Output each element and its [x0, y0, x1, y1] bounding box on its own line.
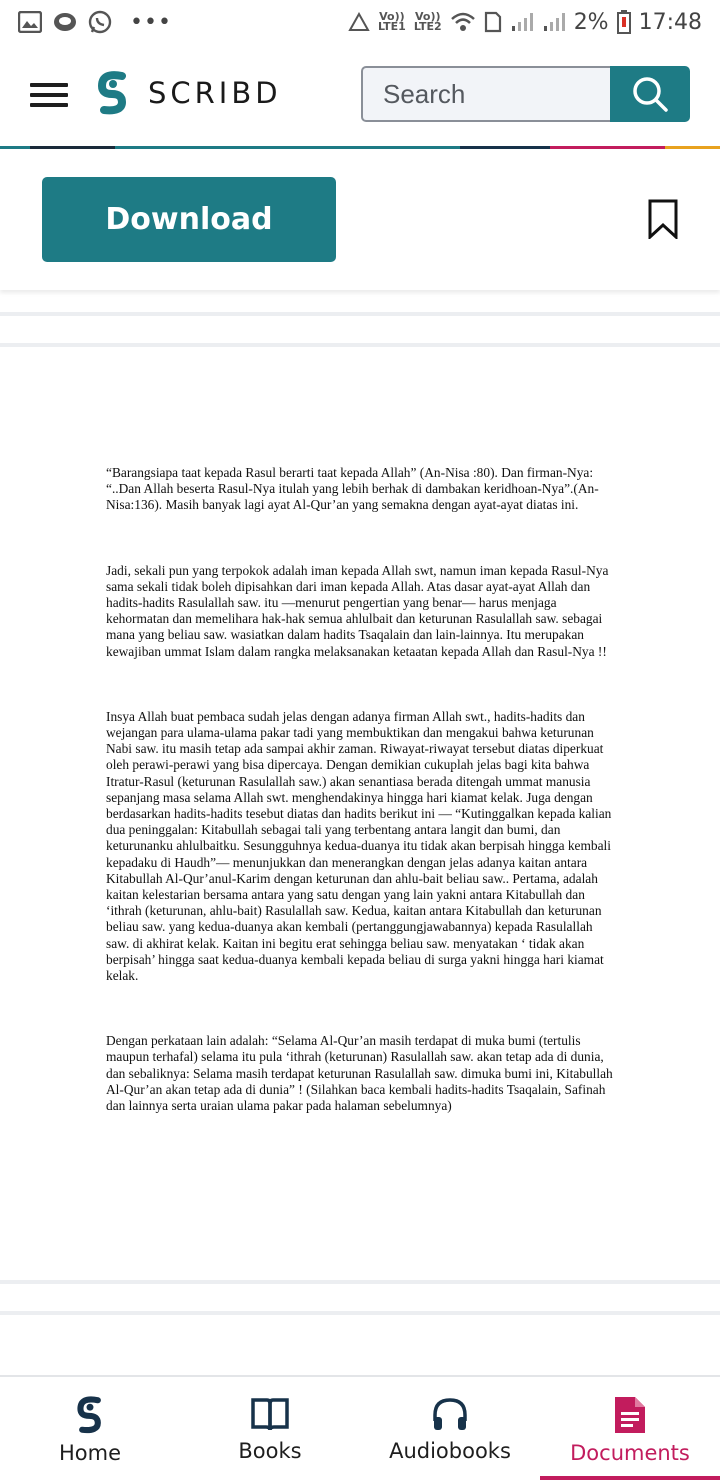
document-paragraph: “Barangsiapa taat kepada Rasul berarti taat kepada Allah” (An-Nisa :80). Dan firman-Nya: “..Dan Allah beserta Rasul-Nya itulah yang lebih berhak di dambakan keridhoan-Nya”.(An-Nisa:136). Masih banyak lagi ayat Al-Qur’an yang semakna dengan ayat-ayat diatas ini. — [106, 465, 599, 513]
signal-1-icon — [510, 11, 534, 33]
nav-audiobooks[interactable] — [360, 1377, 540, 1480]
more-notifications-icon: ••• — [130, 9, 172, 35]
search-button[interactable] — [610, 66, 690, 122]
document-page — [106, 465, 618, 1163]
document-paragraph: Dengan perkataan lain adalah: “Selama Al-Qur’an masih terdapat di muka bumi (tertulis maupun terhafal) selama itu pula ‘ithrah (keturunan) Rasulallah saw. akan tetap ada di dunia, dan sebaliknya: Selama masih terdapat keturunan Rasulallah saw. dimuka bumi ini, Kitabullah Al-Qur’an akan tetap ada di dunia” ! (Silahkan baca kembali hadits-hadits Tsaqalain, Safinah dan lainnya serta uraian ulama pakar pada halaman sebelumnya) — [106, 1033, 613, 1114]
signal-2-icon — [542, 11, 566, 33]
document-action-bar — [0, 149, 720, 290]
data-saver-icon — [348, 12, 370, 32]
wifi-icon — [450, 11, 476, 33]
bookmark-icon[interactable] — [648, 199, 678, 239]
document-paragraph: Jadi, sekali pun yang terpokok adalah iman kepada Allah swt, namun iman kepada Rasul-Nya sama sekali tidak boleh dipisahkan dari iman kepada Allah. Atas dasar ayat-ayat Allah dan hadits-hadits Rasulallah saw. itu —menurut pengertian yang benar— harus menjaga kehormatan dan memelihara hak-hak semua ahlulbait dan keturunan Rasulallah saw. sebagai mana yang beliau saw. wasiatkan dalam hadits Tsaqalain dan lain-lainnya. Itu merupakan kewajiban ummat Islam dalam rangka melaksanakan ketaatan kepada Allah dan Rasul-Nya !! — [106, 562, 609, 659]
app-header — [0, 44, 720, 147]
nav-audiobooks-label: Audiobooks — [389, 1439, 511, 1463]
volte-indicator-2: Vo)) LTE2 — [413, 10, 442, 33]
download-button[interactable]: Download — [42, 177, 336, 262]
status-bar — [0, 0, 720, 44]
bottom-navigation — [0, 1375, 720, 1480]
page-divider — [0, 312, 720, 316]
document-paragraph: Insya Allah buat pembaca sudah jelas dengan adanya firman Allah swt., hadits-hadits dan wejangan para ulama-ulama pakar tadi yang membuktikan dan mengakui bahwa keturunan Nabi saw. itu masih tetap ada sampai akhir zaman. Riwayat-riwayat tersebut diatas diperkuat oleh perawi-perawi yang bisa dipercaya. Dengan demikian cukuplah jelas bagi kita bahwa Itratur-Rasul (keturunan Rasulallah saw.) akan senantiasa berada ditengah ummat manusia sepanjang masa selama Allah swt. menghendakinya hingga hari kiamat kelak. Juga dengan berdasarkan hadits-hadits tesebut diatas dan hadits berikut ini — “Kutinggalkan kepada kalian dua peninggalan: Kitabullah sebagai tali yang terbentang antara langit dan bumi, dan keturunanku ahlulbaitku. Sesungguhnya kedua-duanya itu tidak akan berpisah hingga kembali kepadaku di Haudh”— menunjukkan dan menerangkan dengan jelas adanya kaitan antara Kitabullah Al-Qur’anul-Karim dengan keturunan dan ahlu-bait beliau saw.. Pertama, adalah kaitan kelestarian bersama antara yang satu dengan yang lain yakni antara Kitabullah dan ‘ithrah (keturunan, ahlu-bait) Rasulallah saw. Kedua, kaitan antara Kitabullah dan keturunan beliau saw. yang kedua-duanya akan kembali (pertanggungjawabannya) kepada Rasulallah saw. di akhirat kelak. Kaitan ini begitu erat sehingga beliau saw. menyatakan ‘ tidak akan berpisah’ hingga saat kedua-duanya kembali kepada beliau di surga yakni hingga hari kiamat kelak. — [106, 708, 612, 984]
nav-documents-label: Documents — [570, 1441, 690, 1465]
page-divider — [0, 1280, 720, 1284]
whatsapp-icon — [88, 10, 112, 34]
page-divider — [0, 343, 720, 347]
document-icon — [613, 1395, 647, 1435]
nav-home-label: Home — [58, 1441, 121, 1465]
search-input[interactable] — [361, 66, 610, 122]
gallery-icon — [18, 11, 42, 33]
scribd-s-icon — [94, 70, 132, 116]
search-icon — [631, 75, 669, 113]
nav-books[interactable] — [180, 1377, 360, 1480]
book-icon — [250, 1395, 290, 1433]
scribd-logo[interactable] — [94, 70, 282, 116]
nav-home[interactable] — [0, 1377, 180, 1480]
battery-low-icon — [617, 10, 631, 34]
menu-icon[interactable] — [30, 83, 68, 107]
clock: 17:48 — [638, 9, 702, 35]
scribd-s-icon — [73, 1395, 107, 1435]
messenger-icon — [52, 11, 78, 33]
volte-indicator-1: Vo)) LTE1 — [377, 10, 406, 33]
nav-documents[interactable] — [540, 1377, 720, 1480]
battery-percent: 2% — [573, 9, 609, 35]
sim-icon — [484, 11, 502, 33]
brand-name: SCRIBD — [148, 76, 282, 110]
page-divider — [0, 1311, 720, 1315]
search-bar — [361, 66, 690, 122]
headphones-icon — [430, 1395, 470, 1433]
nav-books-label: Books — [238, 1439, 302, 1463]
